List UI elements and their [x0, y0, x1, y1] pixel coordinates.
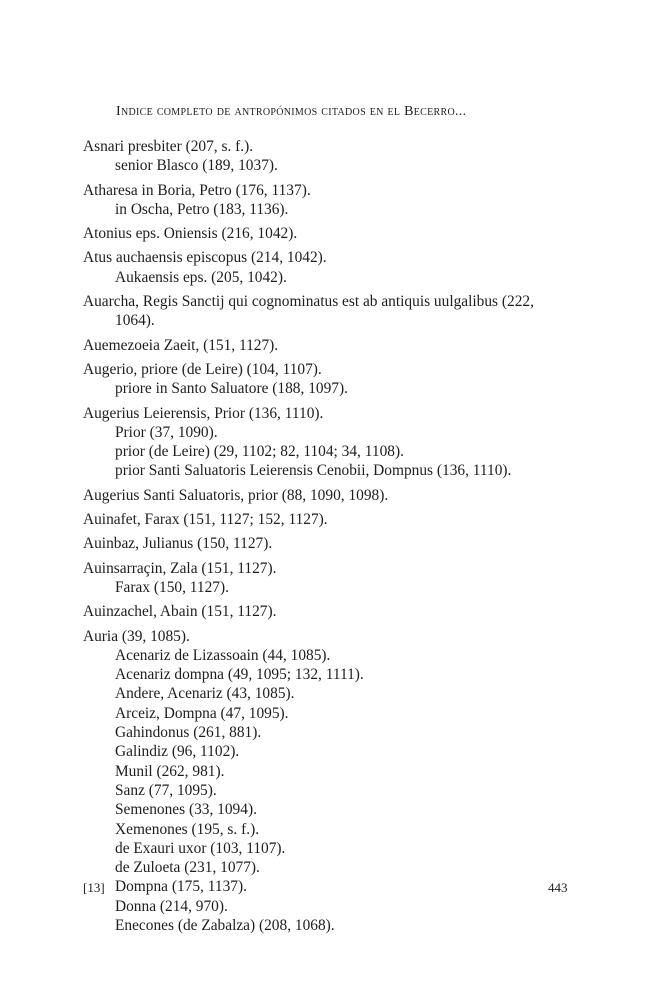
index-subentry — [83, 461, 583, 480]
index-subentry — [83, 379, 583, 398]
index-entry — [83, 510, 583, 529]
entry-text: prior (de Leire) (29, 1102; 82, 1104; 34, 1108). — [115, 443, 404, 461]
entry-text: Gahindonus (261, 881). — [115, 724, 262, 742]
entry-text: Enecones (de Zabalza) (208, 1068). — [115, 916, 335, 934]
entry-text: de Zuloeta (231, 1077). — [115, 859, 260, 877]
entry-text: Auemezoeia Zaeit, (151, 1127). — [83, 336, 279, 354]
entry-text: Dompna (175, 1137). — [115, 878, 247, 896]
index-entry — [83, 404, 583, 423]
index-entry — [83, 248, 583, 267]
index-subentry — [83, 800, 583, 819]
index-subentry — [83, 646, 583, 665]
entry-text: Atharesa in Boria, Petro (176, 1137). — [83, 181, 311, 199]
entry-text: Xemenones (195, s. f.). — [115, 820, 260, 838]
index-subentry — [83, 723, 583, 742]
index-entry — [83, 292, 570, 331]
entry-text: Acenariz de Lizassoain (44, 1085). — [115, 646, 331, 664]
index-subentry — [83, 665, 583, 684]
index-subentry — [83, 820, 583, 839]
index-subentry — [83, 897, 583, 916]
index-subentry — [83, 578, 583, 597]
entry-text: Atonius eps. Oniensis (216, 1042). — [83, 225, 298, 243]
index-subentry — [83, 704, 583, 723]
index-subentry — [83, 839, 583, 858]
entry-text: senior Blasco (189, 1037). — [115, 157, 278, 175]
entry-text: Auarcha, Regis Sanctij qui cognominatus est ab antiquis uulgalibus (222, — [83, 293, 534, 311]
entry-continuation: 1064). — [115, 312, 155, 330]
index-entry — [83, 336, 583, 355]
index-subentry — [83, 916, 583, 935]
index-subentry — [83, 156, 583, 175]
index-subentry — [83, 268, 583, 287]
entry-text: Farax (150, 1127). — [115, 578, 229, 596]
entry-text: in Oscha, Petro (183, 1136). — [115, 200, 289, 218]
entry-text: Acenariz dompna (49, 1095; 132, 1111). — [115, 666, 364, 684]
entry-text: Sanz (77, 1095). — [115, 781, 217, 799]
index-entries — [83, 137, 583, 935]
index-subentry — [83, 442, 583, 461]
entry-text: Auinafet, Farax (151, 1127; 152, 1127). — [83, 511, 328, 529]
index-entry — [83, 627, 583, 646]
entry-text: de Exauri uxor (103, 1107). — [115, 839, 286, 857]
index-subentry — [83, 423, 583, 442]
entry-text: Galindiz (96, 1102). — [115, 743, 240, 761]
index-entry — [83, 534, 583, 553]
index-subentry — [83, 858, 583, 877]
index-subentry — [83, 742, 583, 761]
entry-text: Andere, Acenariz (43, 1085). — [115, 685, 295, 703]
index-subentry — [83, 762, 583, 781]
entry-text: Auinzachel, Abain (151, 1127). — [83, 603, 277, 621]
entry-text: Auria (39, 1085). — [83, 627, 190, 645]
entry-text: Augerius Santi Saluatoris, prior (88, 1090, 1098). — [83, 486, 389, 504]
entry-text: Munil (262, 981). — [115, 762, 225, 780]
index-entry — [83, 486, 583, 505]
index-entry — [83, 181, 583, 200]
entry-text: Augerius Leierensis, Prior (136, 1110). — [83, 404, 324, 422]
index-subentry — [83, 781, 583, 800]
page-number: 443 — [548, 880, 568, 895]
entry-text: Augerio, priore (de Leire) (104, 1107). — [83, 360, 322, 378]
entry-text: Aukaensis eps. (205, 1042). — [115, 268, 287, 286]
index-entry — [83, 360, 583, 379]
entry-text: Asnari presbiter (207, s. f.). — [83, 138, 254, 155]
index-subentry — [83, 877, 583, 896]
entry-text: Arceiz, Dompna (47, 1095). — [115, 704, 289, 722]
entry-text: Semenones (33, 1094). — [115, 801, 257, 819]
running-header: Indice completo de antropónimos citados en el Becerro... — [116, 104, 467, 119]
index-entry — [83, 224, 583, 243]
entry-text: prior Santi Saluatoris Leierensis Cenobii, Dompnus (136, 1110). — [115, 462, 512, 480]
entry-text: Prior (37, 1090). — [115, 423, 218, 441]
index-entry — [83, 559, 583, 578]
entry-text: Auinbaz, Julianus (150, 1127). — [83, 535, 273, 553]
entry-text: Auinsarraçin, Zala (151, 1127). — [83, 559, 277, 577]
index-subentry — [83, 200, 583, 219]
section-number: [13] — [83, 880, 105, 895]
index-entry — [83, 137, 583, 156]
entry-text: Atus auchaensis episcopus (214, 1042). — [83, 249, 327, 267]
index-entry — [83, 602, 583, 621]
entry-text: Donna (214, 970). — [115, 897, 228, 915]
index-subentry — [83, 684, 583, 703]
entry-text: priore in Santo Saluatore (188, 1097). — [115, 380, 348, 398]
